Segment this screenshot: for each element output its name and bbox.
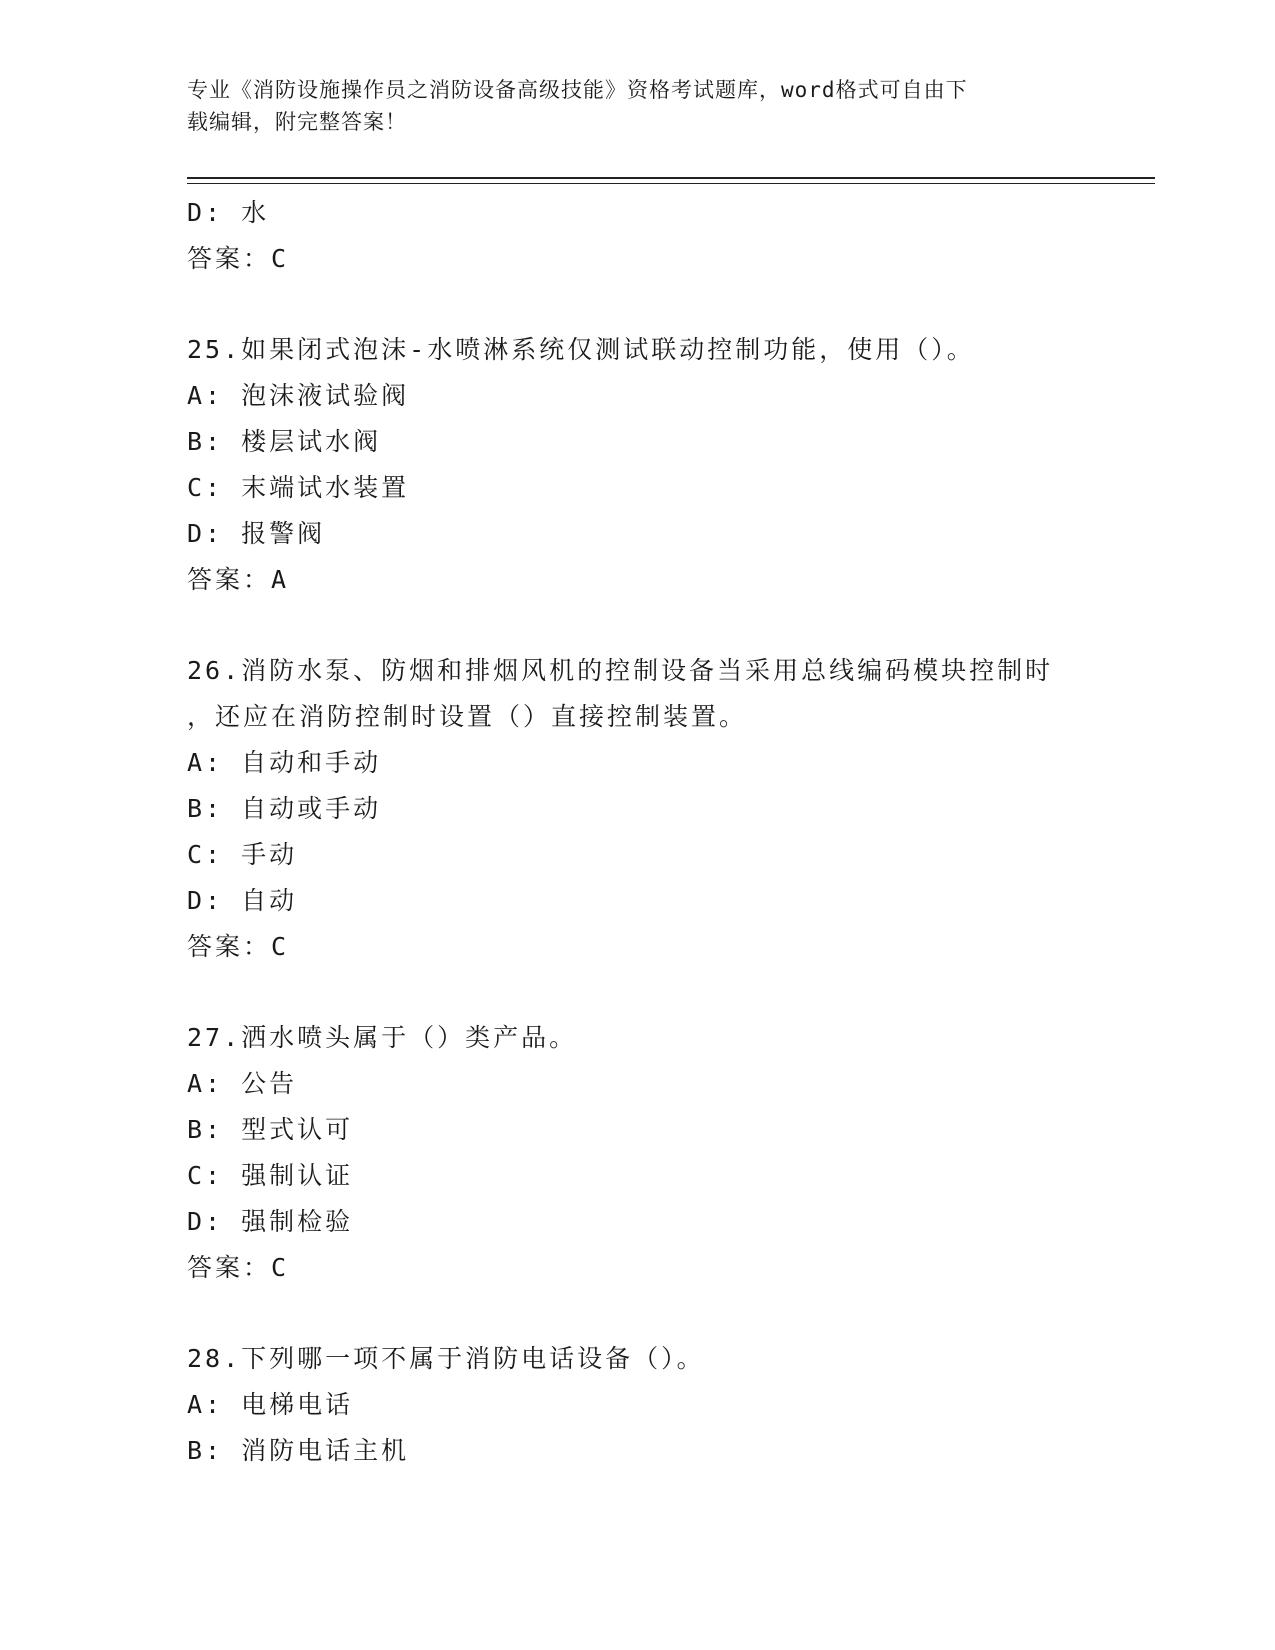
answer-line: 答案：C: [187, 244, 290, 273]
option-b: B: 消防电话主机: [187, 1436, 410, 1465]
question-block: [187, 1015, 1087, 1291]
option-b: B: 楼层试水阀: [187, 427, 382, 456]
question-block: [187, 1336, 1087, 1474]
document-header: [187, 74, 1067, 138]
option-d: D: 水: [187, 198, 270, 227]
option-c: C: 末端试水装置: [187, 473, 410, 502]
question-block: [187, 648, 1087, 970]
answer-line: 答案：A: [187, 565, 290, 594]
option-c: C: 强制认证: [187, 1161, 354, 1190]
option-b: B: 型式认可: [187, 1115, 354, 1144]
option-a: A: 电梯电话: [187, 1390, 354, 1419]
option-d: D: 强制检验: [187, 1207, 354, 1236]
question-stem: 28.下列哪一项不属于消防电话设备（）。: [187, 1344, 705, 1373]
header-divider-thick: [187, 177, 1155, 179]
question-stem: 27.洒水喷头属于（）类产品。: [187, 1023, 578, 1052]
option-b: B: 自动或手动: [187, 794, 382, 823]
question-list: [187, 190, 1087, 1474]
question-block: [187, 327, 1087, 603]
option-a: A: 泡沫液试验阀: [187, 381, 410, 410]
question-stem-continued: ，还应在消防控制时设置（）直接控制装置。: [187, 702, 748, 731]
header-line-2: 载编辑，附完整答案！: [187, 110, 407, 134]
question-stem: 25.如果闭式泡沫-水喷淋系统仅测试联动控制功能，使用（）。: [187, 335, 975, 364]
option-d: D: 报警阀: [187, 519, 326, 548]
header-line-1: 专业《消防设施操作员之消防设备高级技能》资格考试题库，word格式可自由下: [187, 78, 968, 102]
option-d: D: 自动: [187, 886, 298, 915]
answer-line: 答案：C: [187, 1253, 290, 1282]
answer-line: 答案：C: [187, 932, 290, 961]
option-a: A: 自动和手动: [187, 748, 382, 777]
question-stem: 26.消防水泵、防烟和排烟风机的控制设备当采用总线编码模块控制时: [187, 656, 1054, 685]
header-divider-thin: [187, 183, 1155, 184]
option-a: A: 公告: [187, 1069, 298, 1098]
option-c: C: 手动: [187, 840, 298, 869]
